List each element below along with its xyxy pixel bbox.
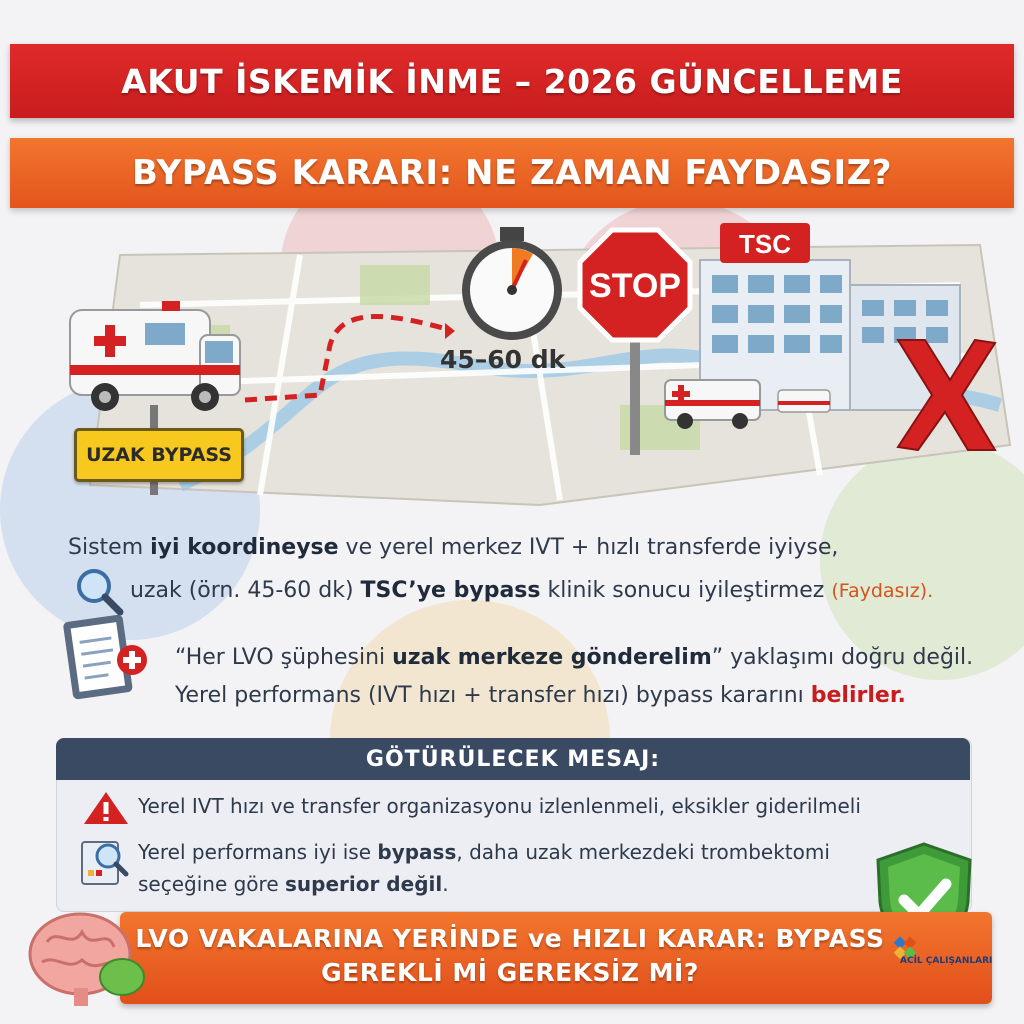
footer-line-1: LVO VAKALARINA YERİNDE ve HIZLI KARAR: BYPASS: [135, 924, 885, 953]
warning-icon: [82, 790, 130, 826]
body-line-1: [68, 535, 838, 560]
text-emphasis: iyi koordineyse: [150, 535, 339, 560]
clipboard-icon: [60, 608, 160, 703]
text-segment: , daha uzak merkezdeki trombektomi: [456, 840, 830, 864]
text-segment: “Her LVO şüphesini: [175, 645, 393, 670]
text-segment: klinik sonucu iyileştirmez: [540, 578, 832, 603]
search-document-icon: [78, 836, 132, 888]
message-line-1: Yerel IVT hızı ve transfer organizasyonu izlenlenmeli, eksikler giderilmeli: [138, 794, 861, 818]
subtitle-banner: [10, 138, 1014, 208]
brain-icon: [22, 902, 152, 1012]
text-emphasis: uzak merkeze gönderelim: [392, 645, 712, 670]
svg-text:STOP: STOP: [589, 267, 681, 305]
logo-text: ACİL ÇALIŞANLARI: [900, 956, 993, 966]
svg-text:TSC: TSC: [739, 229, 791, 259]
text-emphasis: superior değil: [285, 872, 443, 896]
text-segment: ” yaklaşımı doğru değil.: [711, 645, 974, 670]
text-segment: seçeğine göre: [138, 872, 285, 896]
text-emphasis: TSC’ye bypass: [360, 578, 541, 603]
travel-time-label: 45–60 dk: [440, 345, 566, 374]
page-title: AKUT İSKEMİK İNME – 2026 GÜNCELLEME: [121, 61, 903, 101]
page-subtitle: BYPASS KARARI: NE ZAMAN FAYDASIZ?: [132, 153, 892, 193]
faydasiz-label: (Faydasız).: [831, 580, 934, 602]
text-segment: .: [442, 872, 449, 896]
text-segment: Sistem: [68, 535, 151, 560]
body-line-2: [130, 578, 933, 603]
body-line-4: [175, 683, 906, 708]
message-heading: GÖTÜRÜLECEK MESAJ:: [365, 746, 661, 772]
text-segment: Yerel performans iyi ise: [138, 840, 378, 864]
text-segment: ve yerel merkez IVT + hızlı transferde iyiyse,: [338, 535, 839, 560]
title-banner: [10, 44, 1014, 118]
footer-line-2: GEREKLİ Mİ GEREKSİZ Mİ?: [321, 958, 699, 987]
small-ambulance-icon: [778, 390, 830, 412]
text-segment: Yerel performans (IVT hızı + transfer hızı) bypass kararını: [175, 683, 811, 708]
stopwatch-icon: [462, 227, 562, 340]
message-header: [56, 738, 970, 780]
message-line-3: [138, 872, 449, 896]
uzak-bypass-sign: UZAK BYPASS: [74, 428, 244, 482]
belirler-label: belirler.: [810, 683, 906, 708]
text-segment: uzak (örn. 45-60 dk): [130, 578, 361, 603]
message-line-2: [138, 840, 830, 864]
text-emphasis: bypass: [377, 840, 457, 864]
body-line-3: [175, 645, 973, 670]
